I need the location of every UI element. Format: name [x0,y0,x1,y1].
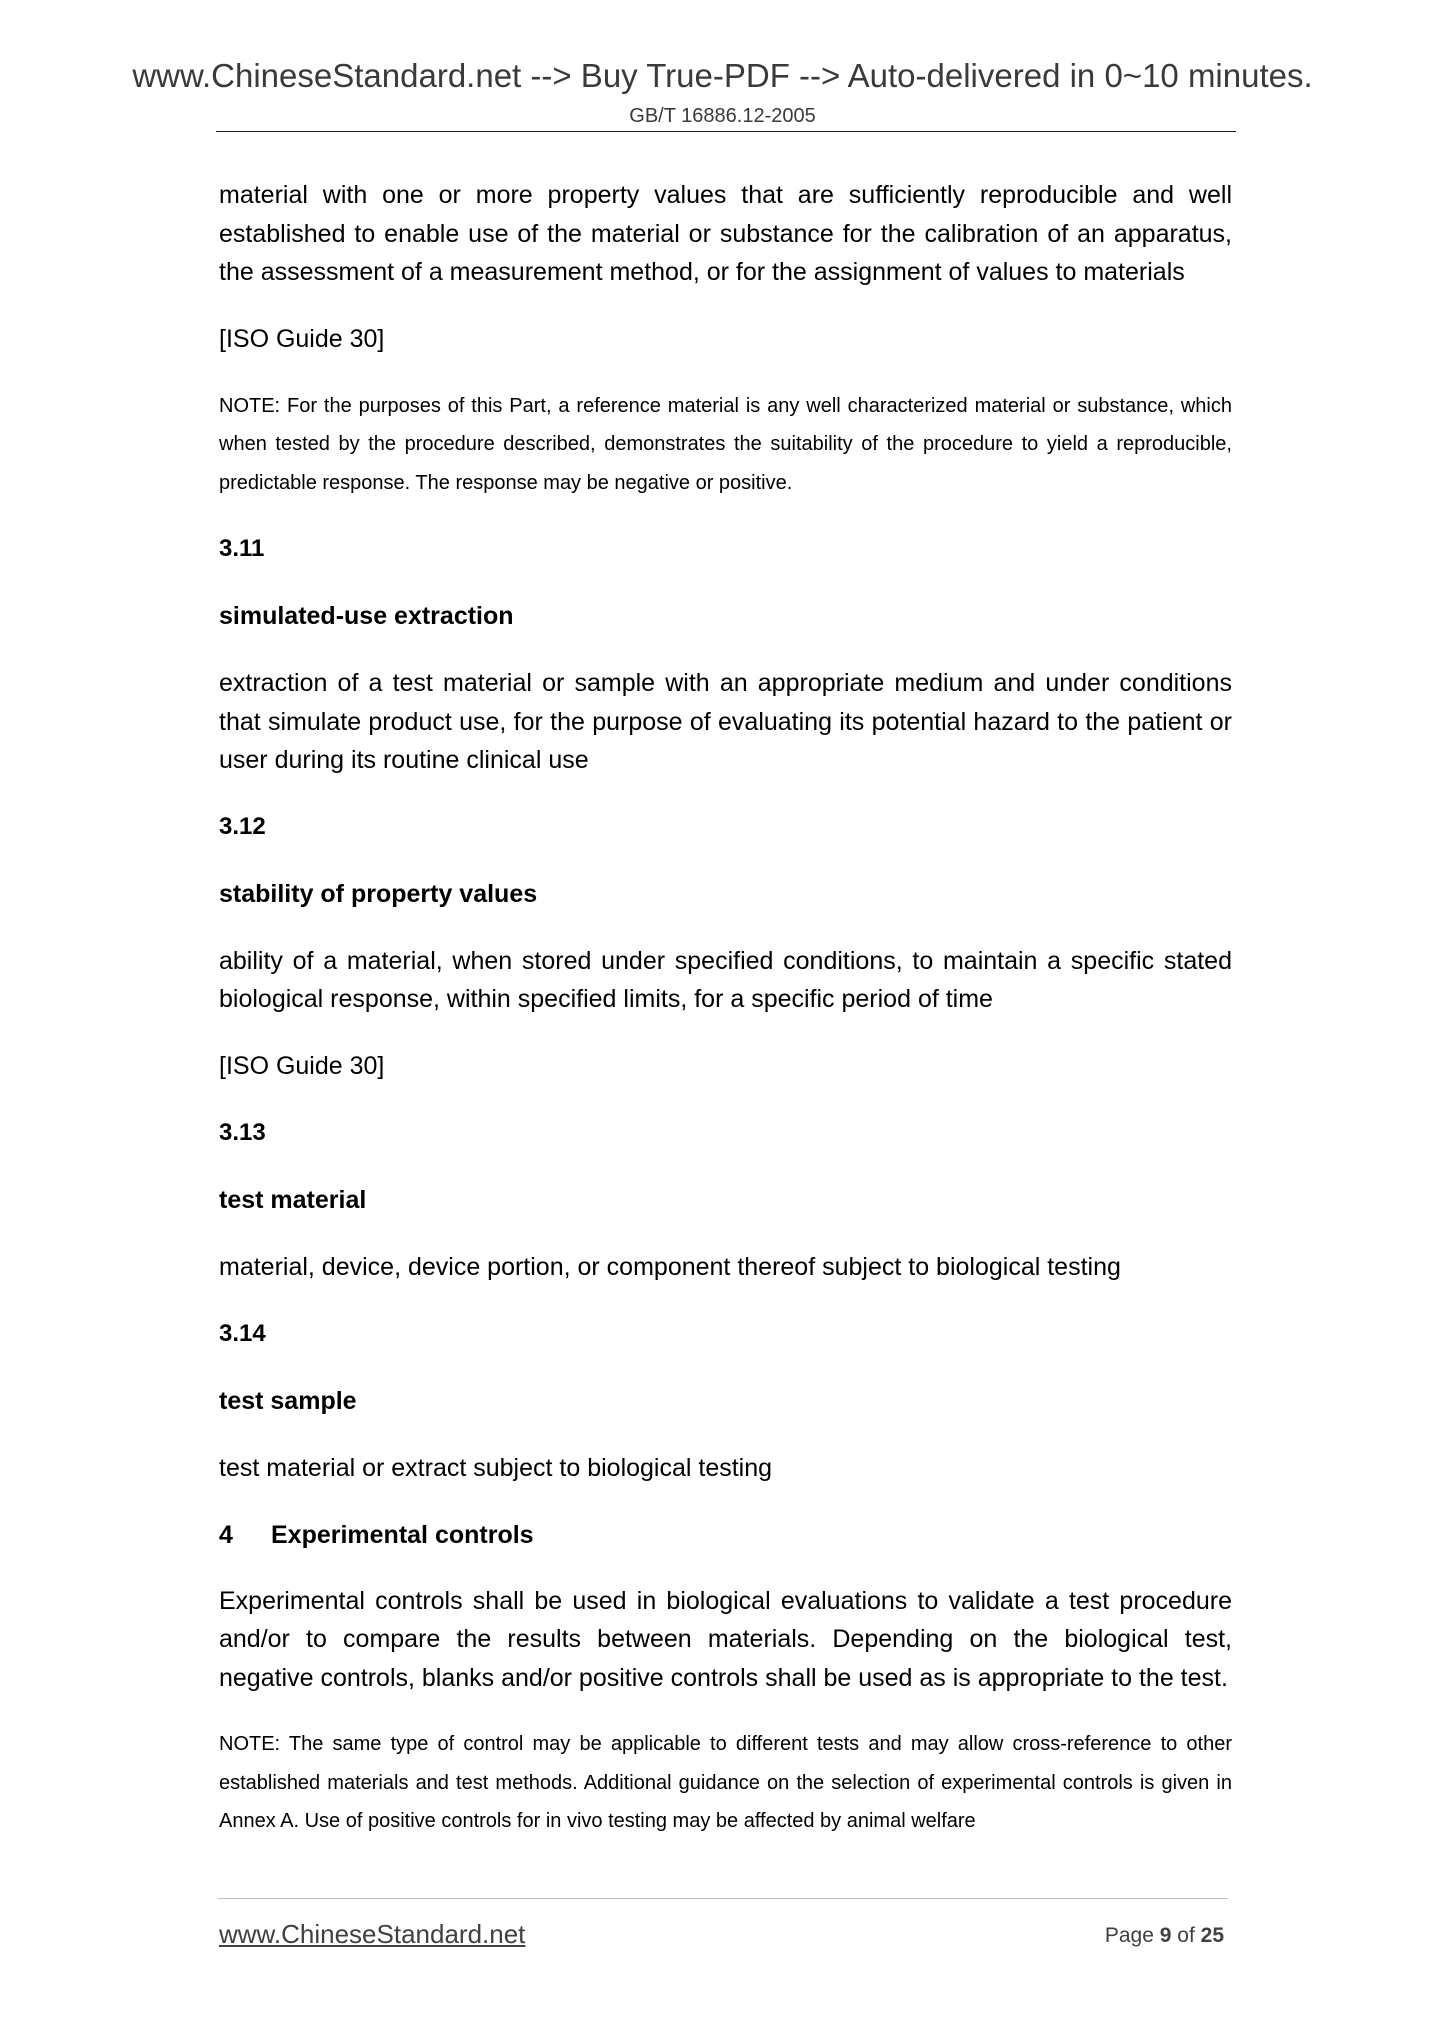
definition-3-11: extraction of a test material or sample with an appropriate medium and under conditions that simulate product use, for the purpose of evaluating its potential hazard to the patient or user during its routine clinical use [219,669,1232,774]
page-indicator [1105,1923,1224,1949]
definition-3-12: ability of a material, when stored under specified conditions, to maintain a specific stated biological response, within specified limits, for a specific period of time [219,946,1232,1013]
clause-heading-4 [219,1516,1232,1554]
section-number-3-12: 3.12 [219,812,266,840]
of-label: of [1177,1924,1195,1947]
clause-number: 4 [219,1520,233,1549]
footer-site-link[interactable]: www.ChineseStandard.net [219,1919,526,1949]
section-number-3-13: 3.13 [219,1118,266,1146]
standard-code: GB/T 16886.12-2005 [629,105,816,127]
definition-3-13: material, device, device portion, or component thereof subject to biological testing [219,1252,1121,1281]
header-divider [216,131,1236,132]
term-3-11: simulated-use extraction [219,602,514,630]
section-number-3-14: 3.14 [219,1319,266,1347]
clause-title: Experimental controls [271,1520,534,1549]
page-content [219,176,1232,1869]
reference-iso-guide-2: [ISO Guide 30] [219,1051,385,1080]
reference-iso-guide: [ISO Guide 30] [219,324,385,353]
footer-divider [218,1898,1228,1899]
note-reference-material: NOTE: For the purposes of this Part, a reference material is any well characterized material or substance, which when tested by the procedure described, demonstrates the suitability of the procedure to yield a reproducible, predictable response. The response may be negative or positive. [219,394,1232,494]
note-experimental-controls: NOTE: The same type of control may be applicable to different tests and may allow cross-reference to other established materials and test methods. Additional guidance on the selection of experimental controls is given in Annex A. Use of positive controls for in vivo testing may be affected by animal welfare [219,1733,1232,1832]
term-3-12: stability of property values [219,879,538,908]
term-3-14: test sample [219,1386,357,1415]
definition-3-14: test material or extract subject to biological testing [219,1453,773,1482]
term-3-13: test material [219,1185,367,1214]
clause-4-text: Experimental controls shall be used in biological evaluations to validate a test procedure and/or to compare the results between materials. Depending on the biological test, negative controls, blanks and/or positive controls shall be used as is appropriate to the test. [219,1586,1232,1692]
site-banner[interactable]: www.ChineseStandard.net --> Buy True-PDF --> Auto-delivered in 0~10 minutes. [132,57,1313,94]
definition-continued: material with one or more property values that are sufficiently reproducible and well established to enable use of the material or substance for the calibration of an apparatus, the assessment of a measurement method, or for the assignment of values to materials [219,181,1232,286]
page-number: 9 [1159,1924,1172,1947]
page-total: 25 [1200,1924,1224,1947]
page-label: Page [1104,1924,1154,1947]
section-number-3-11: 3.11 [219,535,265,562]
